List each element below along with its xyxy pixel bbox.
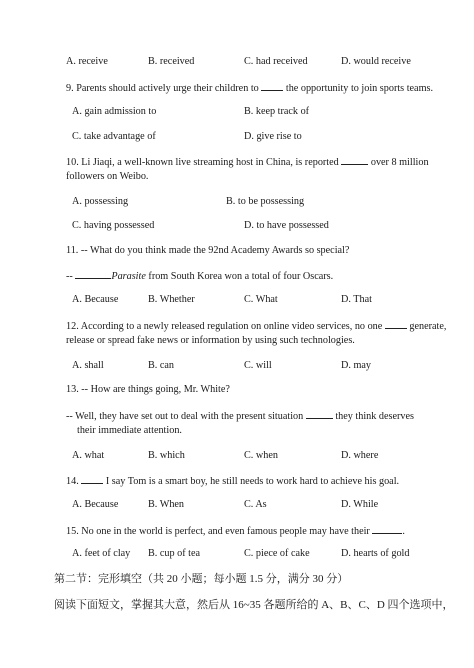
q12-stem — [66, 319, 446, 333]
q12-blank — [385, 319, 407, 329]
section2-instruction: 阅读下面短文，掌握其大意，然后从 16~35 各题所给的 A、B、C、D 四个选项中， — [54, 599, 454, 611]
q9-stem-start: 9. Parents should actively urge their children to — [66, 83, 259, 94]
q11-question: 11. -- What do you think made the 92nd Academy Awards so special? — [66, 245, 350, 256]
q15-option-c: C. piece of cake — [244, 548, 310, 559]
q15-blank — [372, 524, 402, 534]
q14-option-a: A. Because — [72, 499, 119, 510]
q12-option-b: B. can — [148, 360, 175, 371]
q13-answer-line3: their immediate attention. — [77, 425, 182, 436]
q15-option-d: D. hearts of gold — [341, 548, 410, 559]
q12-stem-start: 12. According to a newly released regulation on online video services, no one — [66, 321, 383, 332]
q10-option-d: D. to have possessed — [244, 220, 329, 231]
q10-stem-start: 10. Li Jiaqi, a well-known live streaming host in China, is reported — [66, 157, 339, 168]
q14-stem — [66, 474, 399, 488]
q15-stem-end: . — [402, 526, 405, 537]
q11-option-d: D. That — [341, 294, 372, 305]
q8-option-d: D. would receive — [341, 56, 411, 67]
section2-title: 第二节：完形填空（共 20 小题；每小题 1.5 分，满分 30 分） — [54, 573, 349, 585]
q11-blank — [75, 269, 111, 279]
q10-option-b: B. to be possessing — [226, 196, 305, 207]
q12-option-a: A. shall — [72, 360, 104, 371]
q11-answer-end: from South Korea won a total of four Oscars. — [148, 271, 334, 282]
q11-option-b: B. Whether — [148, 294, 195, 305]
q14-blank — [81, 474, 103, 484]
q13-answer-end: they think deserves — [335, 411, 414, 422]
q9-stem-end: the opportunity to join sports teams. — [285, 83, 434, 94]
q11-italic-title: Parasite — [111, 271, 146, 282]
q10-blank — [341, 155, 368, 165]
q10-option-a: A. possessing — [72, 196, 129, 207]
q11-dash: -- — [66, 271, 73, 282]
q9-blank — [261, 81, 283, 91]
q9-option-a: A. gain admission to — [72, 106, 157, 117]
q9-option-d: D. give rise to — [244, 131, 302, 142]
q13-option-c: C. when — [244, 450, 278, 461]
q9-stem — [66, 81, 433, 95]
q13-question: 13. -- How are things going, Mr. White? — [66, 384, 230, 395]
q13-blank — [306, 409, 333, 419]
q15-option-b: B. cup of tea — [148, 548, 201, 559]
q14-stem-end: I say Tom is a smart boy, he still needs to work hard to achieve his goal. — [105, 476, 400, 487]
q12-option-c: C. will — [244, 360, 272, 371]
q8-option-a: A. receive — [66, 56, 108, 67]
q15-stem-start: 15. No one in the world is perfect, and even famous people may have their — [66, 526, 370, 537]
q12-option-d: D. may — [341, 360, 371, 371]
q13-option-a: A. what — [72, 450, 105, 461]
q10-stem-end: over 8 million — [370, 157, 429, 168]
q13-option-b: B. which — [148, 450, 185, 461]
q11-option-a: A. Because — [72, 294, 119, 305]
q9-option-c: C. take advantage of — [72, 131, 156, 142]
q8-option-c: C. had received — [244, 56, 308, 67]
q8-option-b: B. received — [148, 56, 195, 67]
q14-number: 14. — [66, 476, 79, 487]
q13-option-d: D. where — [341, 450, 379, 461]
q15-stem — [66, 524, 405, 538]
q14-option-b: B. When — [148, 499, 185, 510]
q10-option-c: C. having possessed — [72, 220, 155, 231]
q12-stem-line2: release or spread fake news or information by using such technologies. — [66, 335, 355, 346]
q12-stem-end: generate, — [409, 321, 447, 332]
q10-stem — [66, 155, 429, 169]
q11-option-c: C. What — [244, 294, 278, 305]
q14-option-c: C. As — [244, 499, 267, 510]
q15-option-a: A. feet of clay — [72, 548, 131, 559]
q14-option-d: D. While — [341, 499, 379, 510]
q13-answer-start: -- Well, they have set out to deal with the present situation — [66, 411, 304, 422]
q11-answer-line — [66, 269, 333, 283]
q10-stem-line2: followers on Weibo. — [66, 171, 149, 182]
q13-answer-line — [66, 409, 414, 423]
q9-option-b: B. keep track of — [244, 106, 310, 117]
